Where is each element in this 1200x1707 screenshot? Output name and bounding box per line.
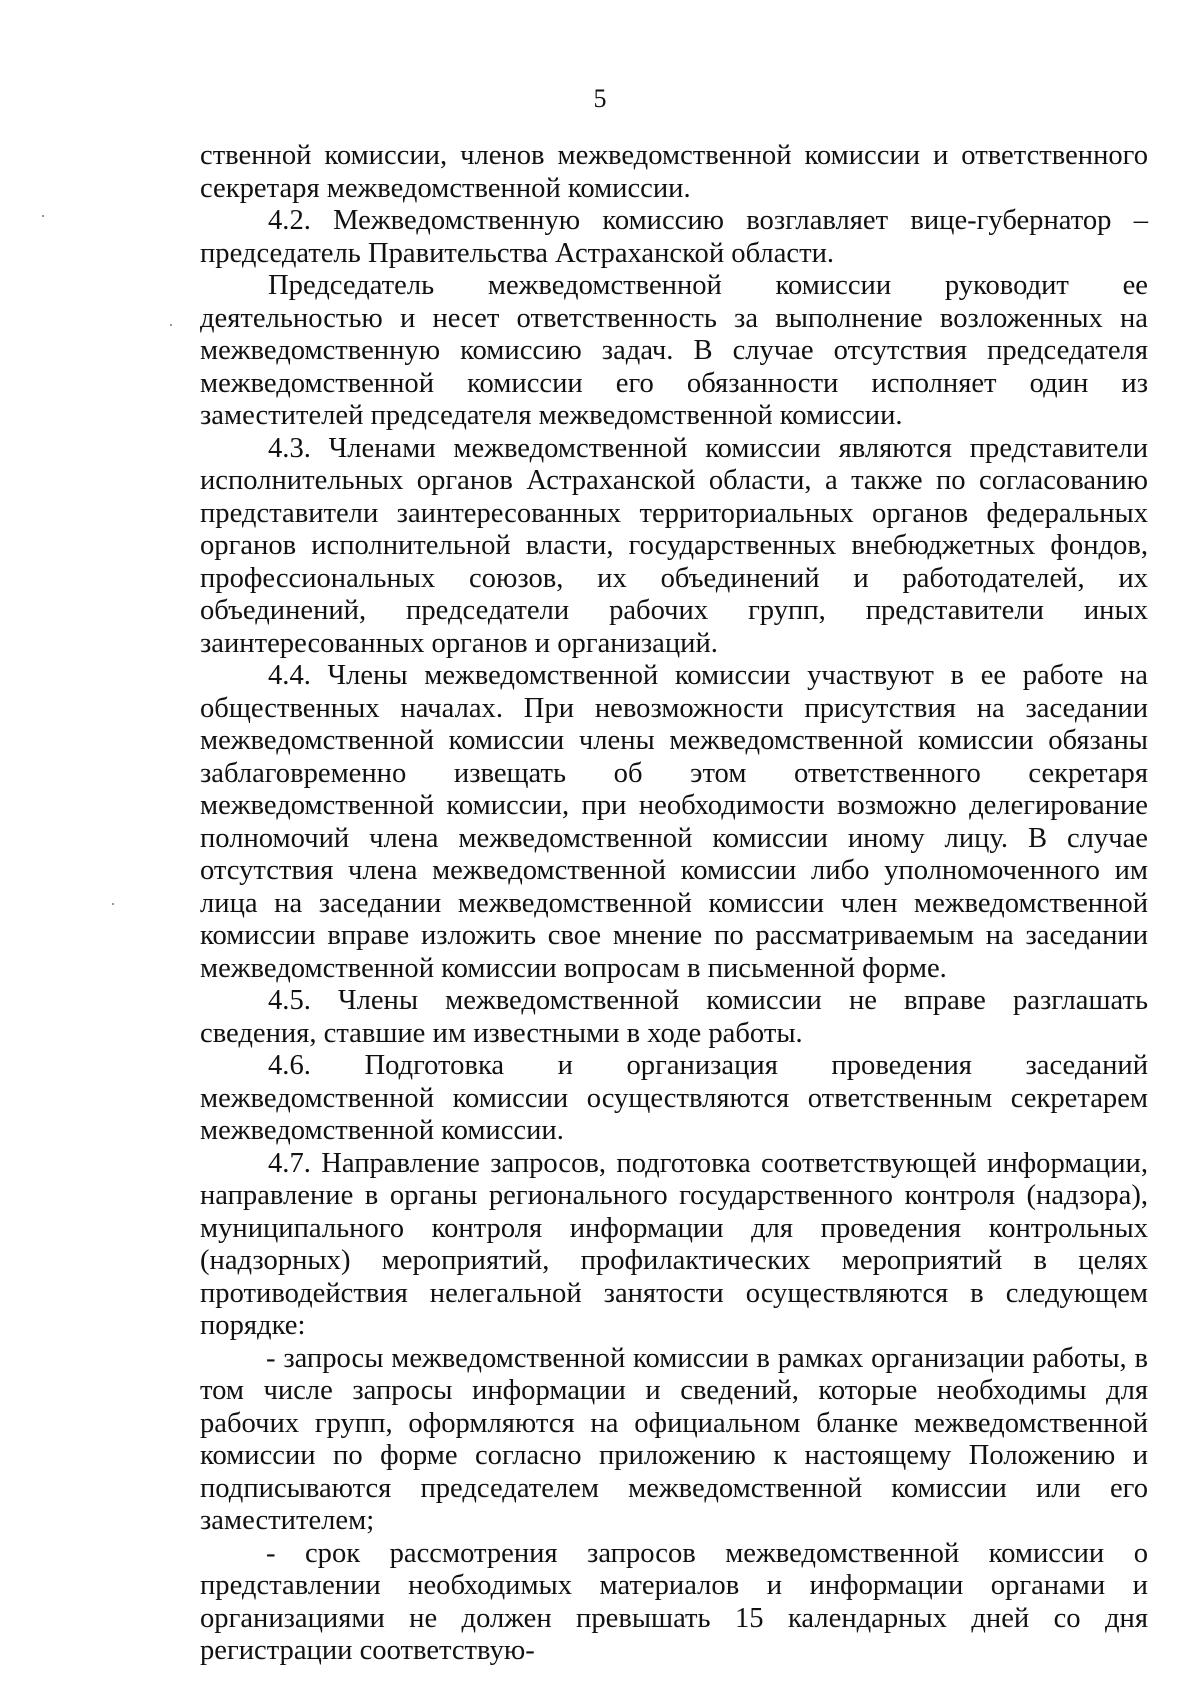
paragraph-4-2: 4.2. Межведомственную комиссию возглавляет вице-губернатор – председатель Правительства Астраханской области. (200, 205, 1148, 269)
paragraph-4-5: 4.5. Члены межведомственной комиссии не вправе разглашать сведения, ставшие им известными в ходе работы. (200, 985, 1148, 1049)
document-body (200, 140, 1148, 1668)
paragraph-4-3: 4.3. Членами межведомственной комиссии являются представители исполнительных органов Астраханской области, а также по согласованию представители заинтересованных территориальных органов федеральных органов исполнительной власти, государственных внебюджетных фондов, профессиональных союзов, их объединений и работодателей, их объединений, председатели рабочих групп, представители иных заинтересованных органов и организаций. (200, 432, 1148, 659)
paragraph-4-4: 4.4. Члены межведомственной комиссии участвуют в ее работе на общественных началах. При невозможности присутствия на заседании межведомственной комиссии члены межведомственной комиссии обязаны заблаговременно извещать об этом ответственного секретаря межведомственной комиссии, при необходимости возможно делегирование полномочий члена межведомственной комиссии иному лицу. В случае отсутствия члена межведомственной комиссии либо уполномоченного им лица на заседании межведомственной комиссии член межведомственной комиссии вправе изложить свое мнение по рассматриваемым на заседании межведомственной комиссии вопросам в письменной форме. (200, 660, 1148, 984)
paragraph-4-6: 4.6. Подготовка и организация проведения заседаний межведомственной комиссии осуществляются ответственным секретарем межведомственной комиссии. (200, 1050, 1148, 1146)
list-item-deadline: - срок рассмотрения запросов межведомственной комиссии о представлении необходимых материалов и информации органами и организациями не должен превышать 15 календарных дней со дня регистрации соответствую- (200, 1537, 1148, 1666)
page-number: 5 (593, 84, 607, 113)
paragraph-continuation: ственной комиссии, членов межведомственной комиссии и ответственного секретаря межведомственной комиссии. (200, 140, 1148, 204)
scan-speck (170, 324, 172, 326)
scan-speck (42, 215, 44, 217)
scan-speck (112, 903, 114, 905)
paragraph-4-7: 4.7. Направление запросов, подготовка соответствующей информации, направление в органы регионального государственного контроля (надзора), муниципального контроля информации для проведения контрольных (надзорных) мероприятий, профилактических мероприятий в целях противодействия нелегальной занятости осуществляются в следующем порядке: (200, 1147, 1148, 1341)
paragraph-chairman: Председатель межведомственной комиссии руководит ее деятельностью и несет ответственность за выполнение возложенных на межведомственную комиссию задач. В случае отсутствия председателя межведомственной комиссии его обязанности исполняет один из заместителей председателя межведомственной комиссии. (200, 270, 1148, 431)
list-item-requests: - запросы межведомственной комиссии в рамках организации работы, в том числе запросы информации и сведений, которые необходимы для рабочих групп, оформляются на официальном бланке межведомственной комиссии по форме согласно приложению к настоящему Положению и подписываются председателем межведомственной комиссии или его заместителем; (200, 1342, 1148, 1536)
